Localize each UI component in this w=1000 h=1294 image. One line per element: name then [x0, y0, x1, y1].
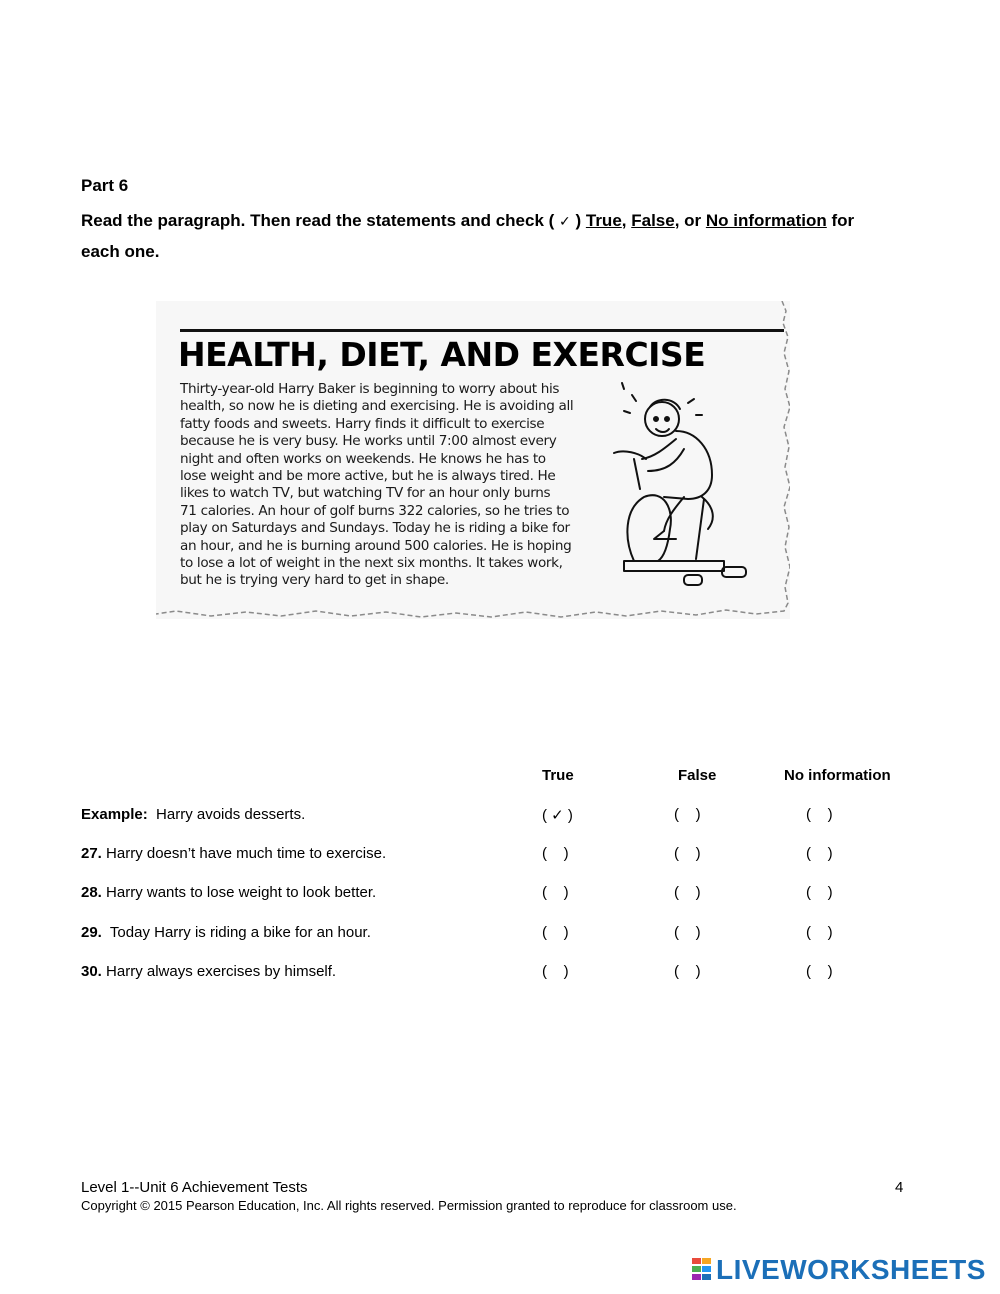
statement-row	[81, 924, 371, 941]
instructions-or: , or	[674, 211, 706, 230]
liveworksheets-wordmark: LIVEWORKSHEETS	[716, 1254, 986, 1285]
statement-number: 30.	[81, 963, 102, 980]
instructions-before: Read the paragraph. Then read the statements and check (	[81, 211, 560, 230]
article-line: health, so now he is dieting and exercising. He is avoiding all	[180, 398, 574, 415]
example-no-info-checkbox[interactable]: ( )	[806, 806, 833, 823]
liveworksheets-mark-icon	[692, 1258, 712, 1280]
article-line: 71 calories. An hour of golf burns 322 calories, so he tries to	[180, 502, 570, 519]
option-false: False	[631, 211, 675, 230]
article-line: lose weight and be more active, but he is always tired. He	[180, 468, 556, 485]
article-line: play on Saturdays and Sundays. Today he is riding a bike for	[180, 520, 570, 537]
statement-number: 28.	[81, 884, 102, 901]
article-clipping	[156, 301, 790, 619]
example-text: Harry avoids desserts.	[147, 806, 306, 823]
q29-no-info-checkbox[interactable]: ( )	[806, 924, 833, 941]
article-line: night and often works on weekends. He knows he has to	[180, 450, 546, 467]
q27-false-checkbox[interactable]: ( )	[674, 845, 701, 862]
article-line: fatty foods and sweets. Harry finds it difficult to exercise	[180, 415, 545, 432]
instructions-tail: for each one.	[81, 211, 855, 261]
q27-no-info-checkbox[interactable]: ( )	[806, 845, 833, 862]
option-no-information: No information	[705, 211, 827, 230]
article-line: but he is trying very hard to get in shape.	[180, 572, 449, 589]
example-false-checkbox[interactable]: ( )	[674, 806, 701, 823]
statement-row	[81, 845, 386, 862]
instructions-after-check: )	[570, 211, 586, 230]
instructions-comma: ,	[621, 211, 632, 230]
check-mark-icon: ✓	[559, 214, 571, 230]
header-false: False	[678, 767, 717, 784]
example-label: Example:	[81, 806, 148, 823]
page-number: 4	[895, 1179, 904, 1196]
article-line: likes to watch TV, but watching TV for an hour only burns	[180, 485, 551, 502]
statement-text: Harry always exercises by himself.	[101, 963, 337, 980]
article-title: HEALTH, DIET, AND EXERCISE	[178, 335, 706, 374]
article-rule	[180, 329, 784, 332]
statement-row	[81, 884, 376, 901]
article-body	[180, 381, 600, 590]
q28-false-checkbox[interactable]: ( )	[674, 884, 701, 901]
man-on-exercise-bike-illustration	[584, 379, 774, 599]
q30-true-checkbox[interactable]: ( )	[542, 963, 569, 980]
article-line: because he is very busy. He works until 7:00 almost every	[180, 433, 557, 450]
header-no-information: No information	[784, 767, 891, 784]
statement-text: Harry wants to lose weight to look better.	[101, 884, 377, 901]
article-line: Thirty-year-old Harry Baker is beginning to worry about his	[180, 381, 560, 397]
part-title: Part 6	[81, 176, 129, 195]
q30-no-info-checkbox[interactable]: ( )	[806, 963, 833, 980]
q29-true-checkbox[interactable]: ( )	[542, 924, 569, 941]
statement-text: Today Harry is riding a bike for an hour.	[101, 924, 371, 941]
q30-false-checkbox[interactable]: ( )	[674, 963, 701, 980]
example-row	[81, 806, 305, 823]
example-true-checkbox[interactable]: ( ✓ )	[542, 807, 573, 824]
statement-number: 27.	[81, 845, 102, 862]
header-true: True	[542, 767, 574, 784]
copyright: Copyright © 2015 Pearson Education, Inc. All rights reserved. Permission granted to reproduce for classroom use.	[81, 1198, 737, 1213]
q28-true-checkbox[interactable]: ( )	[542, 884, 569, 901]
statement-row	[81, 963, 336, 980]
article-line: an hour, and he is burning around 500 calories. He is hoping	[180, 537, 572, 554]
statement-text: Harry doesn’t have much time to exercise.	[101, 845, 387, 862]
instructions	[81, 206, 861, 266]
footer-title: Level 1--Unit 6 Achievement Tests	[81, 1179, 308, 1196]
q27-true-checkbox[interactable]: ( )	[542, 845, 569, 862]
statement-number: 29.	[81, 924, 102, 941]
q28-no-info-checkbox[interactable]: ( )	[806, 884, 833, 901]
q29-false-checkbox[interactable]: ( )	[674, 924, 701, 941]
article-line: to lose a lot of weight in the next six months. It takes work,	[180, 555, 563, 572]
option-true: True	[585, 211, 622, 230]
